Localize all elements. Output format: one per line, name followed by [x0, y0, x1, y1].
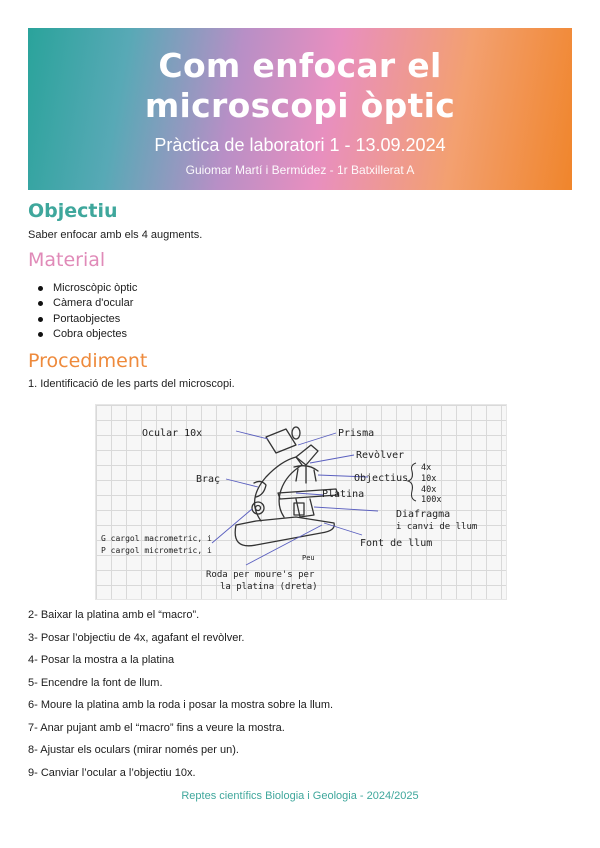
macro-knob-shape: [252, 502, 264, 514]
material-item-label: Càmera d'ocular: [53, 297, 134, 310]
label-mag-4: 100x: [421, 495, 442, 505]
label-ocular: Ocular 10x: [142, 428, 203, 439]
list-item: 8- Ajustar els oculars (mirar només per un).: [28, 744, 239, 756]
page-footer: Reptes científics Biologia i Geologia - 2024/2025: [181, 790, 419, 802]
label-roda-1: Roda per moure's per: [206, 570, 315, 580]
material-item-label: Cobra objectes: [53, 327, 127, 340]
bullet-icon: [38, 317, 43, 322]
material-item-label: Portaobjectes: [53, 312, 121, 325]
list-item: 2- Baixar la platina amb el “macro”.: [28, 609, 200, 621]
objective-heading: Objectiu: [28, 200, 118, 222]
list-item: 9- Canviar l’ocular a l’objectiu 10x.: [28, 766, 196, 779]
label-diafragma-2: i canvi de llum: [396, 522, 478, 532]
label-mag-1: 4x: [421, 463, 432, 473]
list-item: [38, 312, 137, 327]
header-banner: [28, 28, 572, 190]
title-line-1: Com enfocar el: [158, 46, 442, 85]
label-revolver: Revòlver: [356, 450, 405, 461]
label-bras: Braç: [196, 474, 221, 485]
procedure-steps: [28, 608, 333, 788]
list-item: [38, 327, 137, 342]
label-peu: Peu: [302, 554, 315, 562]
microscope-base-shape: [235, 517, 334, 546]
list-item: 6- Moure la platina amb la roda i posar la mostra sobre la llum.: [28, 699, 334, 711]
author: Guiomar Martí i Bermúdez - 1r Batxillerat A: [185, 163, 415, 177]
subtitle: Pràctica de laboratori 1 - 13.09.2024: [154, 135, 446, 155]
label-mag-2: 10x: [421, 474, 437, 484]
label-cargol-micro: P cargol micrometric, i: [101, 546, 212, 555]
bullet-icon: [38, 286, 43, 291]
label-roda-2: la platina (dreta): [220, 582, 318, 592]
microscope-diagram: [95, 404, 507, 600]
label-prisma: Prisma: [338, 428, 375, 439]
label-diafragma: Diafragma: [396, 509, 451, 520]
microscope-drawing: [96, 405, 506, 599]
procedure-heading: Procediment: [28, 350, 148, 372]
objective-text: Saber enfocar amb els 4 augments.: [28, 229, 203, 241]
list-item: 4- Posar la mostra a la platina: [28, 654, 175, 666]
label-objectius: Objectius: [354, 473, 409, 484]
bullet-icon: [38, 301, 43, 306]
list-item: 5- Encendre la font de llum.: [28, 676, 163, 689]
procedure-step-1: 1. Identificació de les parts del microscopi.: [28, 378, 235, 390]
material-list: [38, 281, 137, 342]
list-item: 3- Posar l’objectiu de 4x, agafant el revòlver.: [28, 631, 245, 644]
label-cargol-macro: G cargol macrometric, i: [101, 534, 212, 543]
material-item-label: Microscòpic òptic: [53, 282, 138, 294]
list-item: [38, 281, 137, 296]
material-heading: Material: [28, 249, 106, 271]
list-item: 7- Anar pujant amb el “macro” fins a veure la mostra.: [28, 721, 285, 734]
label-platina: Platina: [322, 489, 365, 500]
page-title: [28, 46, 572, 126]
label-font: Font de llum: [360, 538, 433, 549]
bullet-icon: [38, 332, 43, 337]
label-mag-3: 40x: [421, 485, 437, 495]
list-item: [38, 296, 137, 311]
title-line-2: microscopi òptic: [144, 86, 456, 125]
